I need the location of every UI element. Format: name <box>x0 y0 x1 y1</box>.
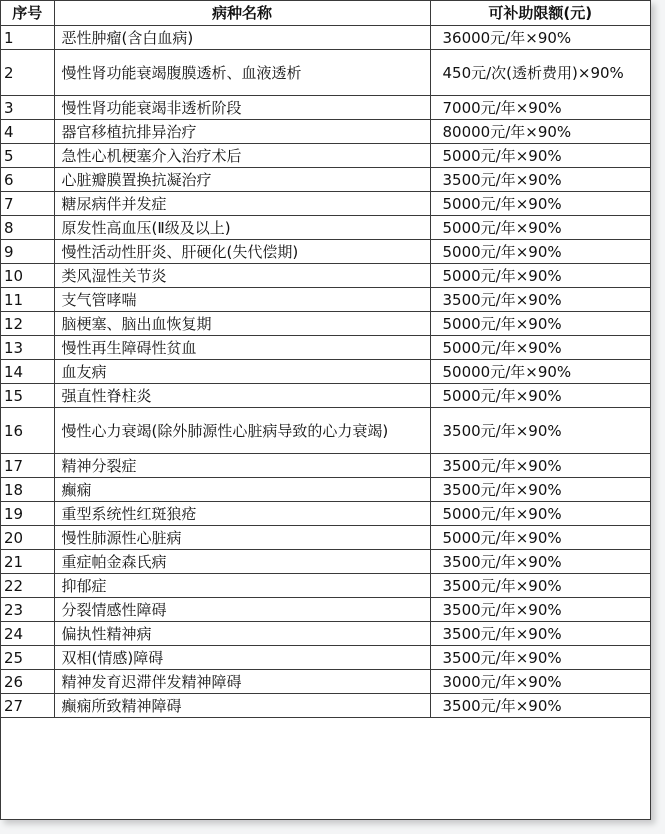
row-subsidy-limit: 5000元/年×90% <box>430 216 650 240</box>
table-row <box>1 96 650 120</box>
row-serial-number: 22 <box>1 574 54 598</box>
row-serial-number: 25 <box>1 646 54 670</box>
row-serial-number: 21 <box>1 550 54 574</box>
row-serial-number: 9 <box>1 240 54 264</box>
row-disease-name: 双相(情感)障碍 <box>54 646 430 670</box>
row-subsidy-limit: 5000元/年×90% <box>430 336 650 360</box>
row-serial-number: 4 <box>1 120 54 144</box>
disease-subsidy-table <box>1 1 650 718</box>
table-row <box>1 694 650 718</box>
row-serial-number: 16 <box>1 408 54 454</box>
row-subsidy-limit: 3000元/年×90% <box>430 670 650 694</box>
row-disease-name: 重型系统性红斑狼疮 <box>54 502 430 526</box>
table-row <box>1 240 650 264</box>
table-row <box>1 216 650 240</box>
row-subsidy-limit: 50000元/年×90% <box>430 360 650 384</box>
table-row <box>1 574 650 598</box>
row-subsidy-limit: 5000元/年×90% <box>430 526 650 550</box>
row-disease-name: 精神分裂症 <box>54 454 430 478</box>
row-subsidy-limit: 5000元/年×90% <box>430 144 650 168</box>
row-disease-name: 类风湿性关节炎 <box>54 264 430 288</box>
row-disease-name: 脑梗塞、脑出血恢复期 <box>54 312 430 336</box>
row-disease-name: 慢性心力衰竭(除外肺源性心脏病导致的心力衰竭) <box>54 408 430 454</box>
table-header-row <box>1 1 650 26</box>
row-disease-name: 精神发育迟滞伴发精神障碍 <box>54 670 430 694</box>
table-row <box>1 144 650 168</box>
row-disease-name: 糖尿病伴并发症 <box>54 192 430 216</box>
row-serial-number: 14 <box>1 360 54 384</box>
row-subsidy-limit: 5000元/年×90% <box>430 384 650 408</box>
table-row <box>1 288 650 312</box>
row-serial-number: 23 <box>1 598 54 622</box>
row-disease-name: 重症帕金森氏病 <box>54 550 430 574</box>
row-disease-name: 器官移植抗排异治疗 <box>54 120 430 144</box>
row-disease-name: 血友病 <box>54 360 430 384</box>
row-subsidy-limit: 450元/次(透析费用)×90% <box>430 50 650 96</box>
header-subsidy-limit: 可补助限额(元) <box>430 1 650 26</box>
row-disease-name: 心脏瓣膜置换抗凝治疗 <box>54 168 430 192</box>
header-disease-name: 病种名称 <box>54 1 430 26</box>
row-serial-number: 17 <box>1 454 54 478</box>
row-subsidy-limit: 3500元/年×90% <box>430 646 650 670</box>
row-serial-number: 11 <box>1 288 54 312</box>
row-subsidy-limit: 5000元/年×90% <box>430 264 650 288</box>
row-serial-number: 8 <box>1 216 54 240</box>
row-subsidy-limit: 3500元/年×90% <box>430 408 650 454</box>
row-subsidy-limit: 3500元/年×90% <box>430 550 650 574</box>
table-row <box>1 478 650 502</box>
row-serial-number: 6 <box>1 168 54 192</box>
row-serial-number: 24 <box>1 622 54 646</box>
table-row <box>1 168 650 192</box>
row-disease-name: 癫痫 <box>54 478 430 502</box>
row-disease-name: 偏执性精神病 <box>54 622 430 646</box>
row-disease-name: 恶性肿瘤(含白血病) <box>54 26 430 50</box>
row-disease-name: 癫痫所致精神障碍 <box>54 694 430 718</box>
row-serial-number: 2 <box>1 50 54 96</box>
row-disease-name: 慢性再生障碍性贫血 <box>54 336 430 360</box>
table-row <box>1 360 650 384</box>
table-row <box>1 336 650 360</box>
row-serial-number: 5 <box>1 144 54 168</box>
table-row <box>1 384 650 408</box>
table-row <box>1 454 650 478</box>
row-disease-name: 分裂情感性障碍 <box>54 598 430 622</box>
table-row <box>1 50 650 96</box>
table-row <box>1 408 650 454</box>
table-row <box>1 120 650 144</box>
row-serial-number: 18 <box>1 478 54 502</box>
row-disease-name: 慢性肺源性心脏病 <box>54 526 430 550</box>
row-serial-number: 26 <box>1 670 54 694</box>
row-subsidy-limit: 3500元/年×90% <box>430 622 650 646</box>
row-disease-name: 原发性高血压(Ⅱ级及以上) <box>54 216 430 240</box>
table-row <box>1 192 650 216</box>
row-disease-name: 慢性肾功能衰竭非透析阶段 <box>54 96 430 120</box>
header-serial-number: 序号 <box>1 1 54 26</box>
row-serial-number: 19 <box>1 502 54 526</box>
row-subsidy-limit: 5000元/年×90% <box>430 192 650 216</box>
row-subsidy-limit: 36000元/年×90% <box>430 26 650 50</box>
row-subsidy-limit: 3500元/年×90% <box>430 288 650 312</box>
row-subsidy-limit: 5000元/年×90% <box>430 312 650 336</box>
row-serial-number: 7 <box>1 192 54 216</box>
row-disease-name: 支气管哮喘 <box>54 288 430 312</box>
row-subsidy-limit: 3500元/年×90% <box>430 168 650 192</box>
row-disease-name: 慢性活动性肝炎、肝硬化(失代偿期) <box>54 240 430 264</box>
table-row <box>1 264 650 288</box>
row-serial-number: 13 <box>1 336 54 360</box>
row-subsidy-limit: 5000元/年×90% <box>430 502 650 526</box>
row-disease-name: 抑郁症 <box>54 574 430 598</box>
row-disease-name: 急性心机梗塞介入治疗术后 <box>54 144 430 168</box>
table-row <box>1 550 650 574</box>
table-row <box>1 598 650 622</box>
table-row <box>1 670 650 694</box>
table-row <box>1 502 650 526</box>
row-serial-number: 20 <box>1 526 54 550</box>
row-subsidy-limit: 3500元/年×90% <box>430 454 650 478</box>
table-row <box>1 646 650 670</box>
row-serial-number: 15 <box>1 384 54 408</box>
row-subsidy-limit: 3500元/年×90% <box>430 478 650 502</box>
row-subsidy-limit: 3500元/年×90% <box>430 598 650 622</box>
row-subsidy-limit: 7000元/年×90% <box>430 96 650 120</box>
row-subsidy-limit: 3500元/年×90% <box>430 694 650 718</box>
row-serial-number: 10 <box>1 264 54 288</box>
row-serial-number: 3 <box>1 96 54 120</box>
table-row <box>1 622 650 646</box>
row-serial-number: 1 <box>1 26 54 50</box>
row-disease-name: 慢性肾功能衰竭腹膜透析、血液透析 <box>54 50 430 96</box>
row-disease-name: 强直性脊柱炎 <box>54 384 430 408</box>
row-subsidy-limit: 3500元/年×90% <box>430 574 650 598</box>
row-subsidy-limit: 5000元/年×90% <box>430 240 650 264</box>
table-row <box>1 26 650 50</box>
row-serial-number: 27 <box>1 694 54 718</box>
table-row <box>1 312 650 336</box>
table-row <box>1 526 650 550</box>
row-serial-number: 12 <box>1 312 54 336</box>
row-subsidy-limit: 80000元/年×90% <box>430 120 650 144</box>
